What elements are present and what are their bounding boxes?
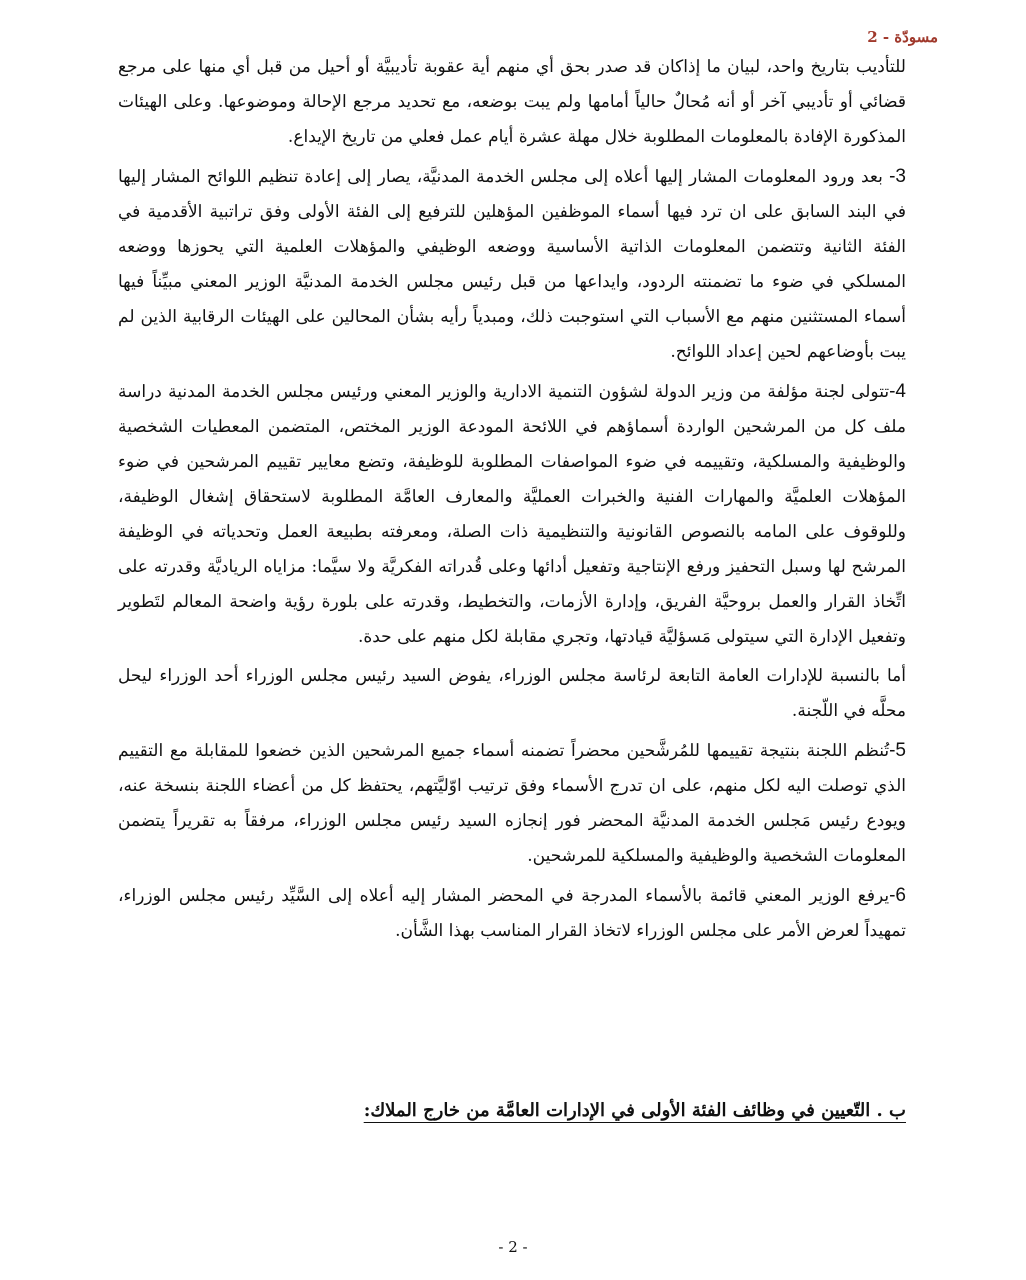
section-heading: ب . التّعيين في وظائف الفئة الأولى في الإدارات العامَّة من خارج الملاك:	[363, 1100, 906, 1121]
item-3-paragraph	[118, 159, 906, 370]
item-4-paragraph	[118, 374, 906, 655]
item-3-text: بعد ورود المعلومات المشار إليها أعلاه إلى مجلس الخدمة المدنيَّة، يصار إلى إعادة تنظيم اللوائح المشار إليها في البند السابق على ان ترد فيها أسماء الموظفين المؤهلين للترفيع إلى الفئة الأولى وفق تراتبية الأقدمية في الفئة الثانية وتتضمن المعلومات الذاتية الأساسية ووضعه الوظيفي والمؤهلات العلمية التي يحوزها ووضعه المسلكي في ضوء ما تضمنته الردود، وايداعها من قبل رئيس مجلس الخدمة المدنيَّة الوزير المعني مبيِّناً فيها أسماء المستثنين منهم مع الأسباب التي استوجبت ذلك، ومبدياً رأيه بشأن المحالين على الهيئات الرقابية الذين لم يبت بأوضاعهم لحين إعداد اللوائح.	[118, 167, 906, 362]
item-5-text: تُنظم اللجنة بنتيجة تقييمها للمُرشَّحين محضراً تضمنه أسماء جميع المرشحين الذين خضعوا للمقابلة مع التقييم الذي توصلت اليه لكل منهم، على ان تدرج الأسماء وفق ترتيب اوّليَّتهم، يحتفظ كل من أعضاء اللجنة بنسخة عنه، ويودع رئيس مَجلس الخدمة المدنيَّة المحضر فور إنجازه السيد رئيس مجلس الوزراء، مرفقاً به تقريراً يتضمن المعلومات الشخصية والوظيفية والمسلكية للمرشحين.	[118, 741, 906, 866]
item-3-number: 3-	[889, 166, 906, 187]
intro-paragraph: للتأديب بتاريخ واحد، لبيان ما إذاكان قد صدر بحق أي منهم أية عقوبة تأديبيَّة أو أحيل من قبل أي منها على مرجع قضائي أو تأديبي آخر أو أنه مُحالٌ حالياً أمامها ولم يبت بوضعه، مع تحديد مرجع الإحالة وموضوعها. وعلى الهيئات المذكورة الإفادة بالمعلومات المطلوبة خلال مهلة عشرة أيام عمل فعلي من تاريخ الإيداع.	[118, 57, 906, 147]
item-6-number: 6-	[889, 885, 906, 906]
item-4-number: 4-	[889, 381, 906, 402]
admin-paragraph: أما بالنسبة للإدارات العامة التابعة لرئاسة مجلس الوزراء، يفوض السيد رئيس مجلس الوزراء أحد الوزراء ليحل محلَّه في اللّجنة.	[118, 666, 906, 721]
item-4-text: تتولى لجنة مؤلفة من وزير الدولة لشؤون التنمية الادارية والوزير المعني ورئيس مجلس الخدمة المدنية دراسة ملف كل من المرشحين الواردة أسماؤهم في اللائحة المودعة الوزير المختص، المتضمن المعطيات الشخصية والوظيفية والمسلكية، وتقييمه في ضوء المواصفات المطلوبة للوظيفة، وتضع معايير تقييم المرشحين في ضوء المؤهلات العلميَّة والمهارات الفنية والخبرات العمليَّة والمعارف العامَّة المطلوبة لاستحقاق إشغال الوظيفة، وللوقوف على المامه بالنصوص القانونية والتنظيمية ذات الصلة، ومعرفته بطبيعة العمل وتحدياته في الوظيفة المرشح لها وسبل التحفيز ورفع الإنتاجية وتفعيل أدائها وعلى قُدراته الفكريَّة ولا سيَّما: مزاياه الرياديَّة وقدرته على اتِّخاذ القرار والعمل بروحيَّة الفريق، وإدارة الأزمات، والتخطيط، وقدرته على بلورة رؤية واضحة المعالم لتَطوير وتفعيل الإدارة التي سيتولى مَسؤليَّة قيادتها، وتجري مقابلة لكل منهم على حدة.	[118, 382, 906, 647]
item-5-number: 5-	[889, 740, 906, 761]
item-6-paragraph	[118, 878, 906, 949]
draft-label: مسودّة - 2	[867, 28, 938, 46]
document-body	[118, 50, 906, 953]
page-number: - 2 -	[498, 1238, 528, 1256]
item-5-paragraph	[118, 733, 906, 874]
item-6-text: يرفع الوزير المعني قائمة بالأسماء المدرجة في المحضر المشار إليه أعلاه إلى السَّيِّد رئيس مجلس الوزراء، تمهيداً لعرض الأمر على مجلس الوزراء لاتخاذ القرار المناسب بهذا الشَّأن.	[118, 886, 906, 941]
